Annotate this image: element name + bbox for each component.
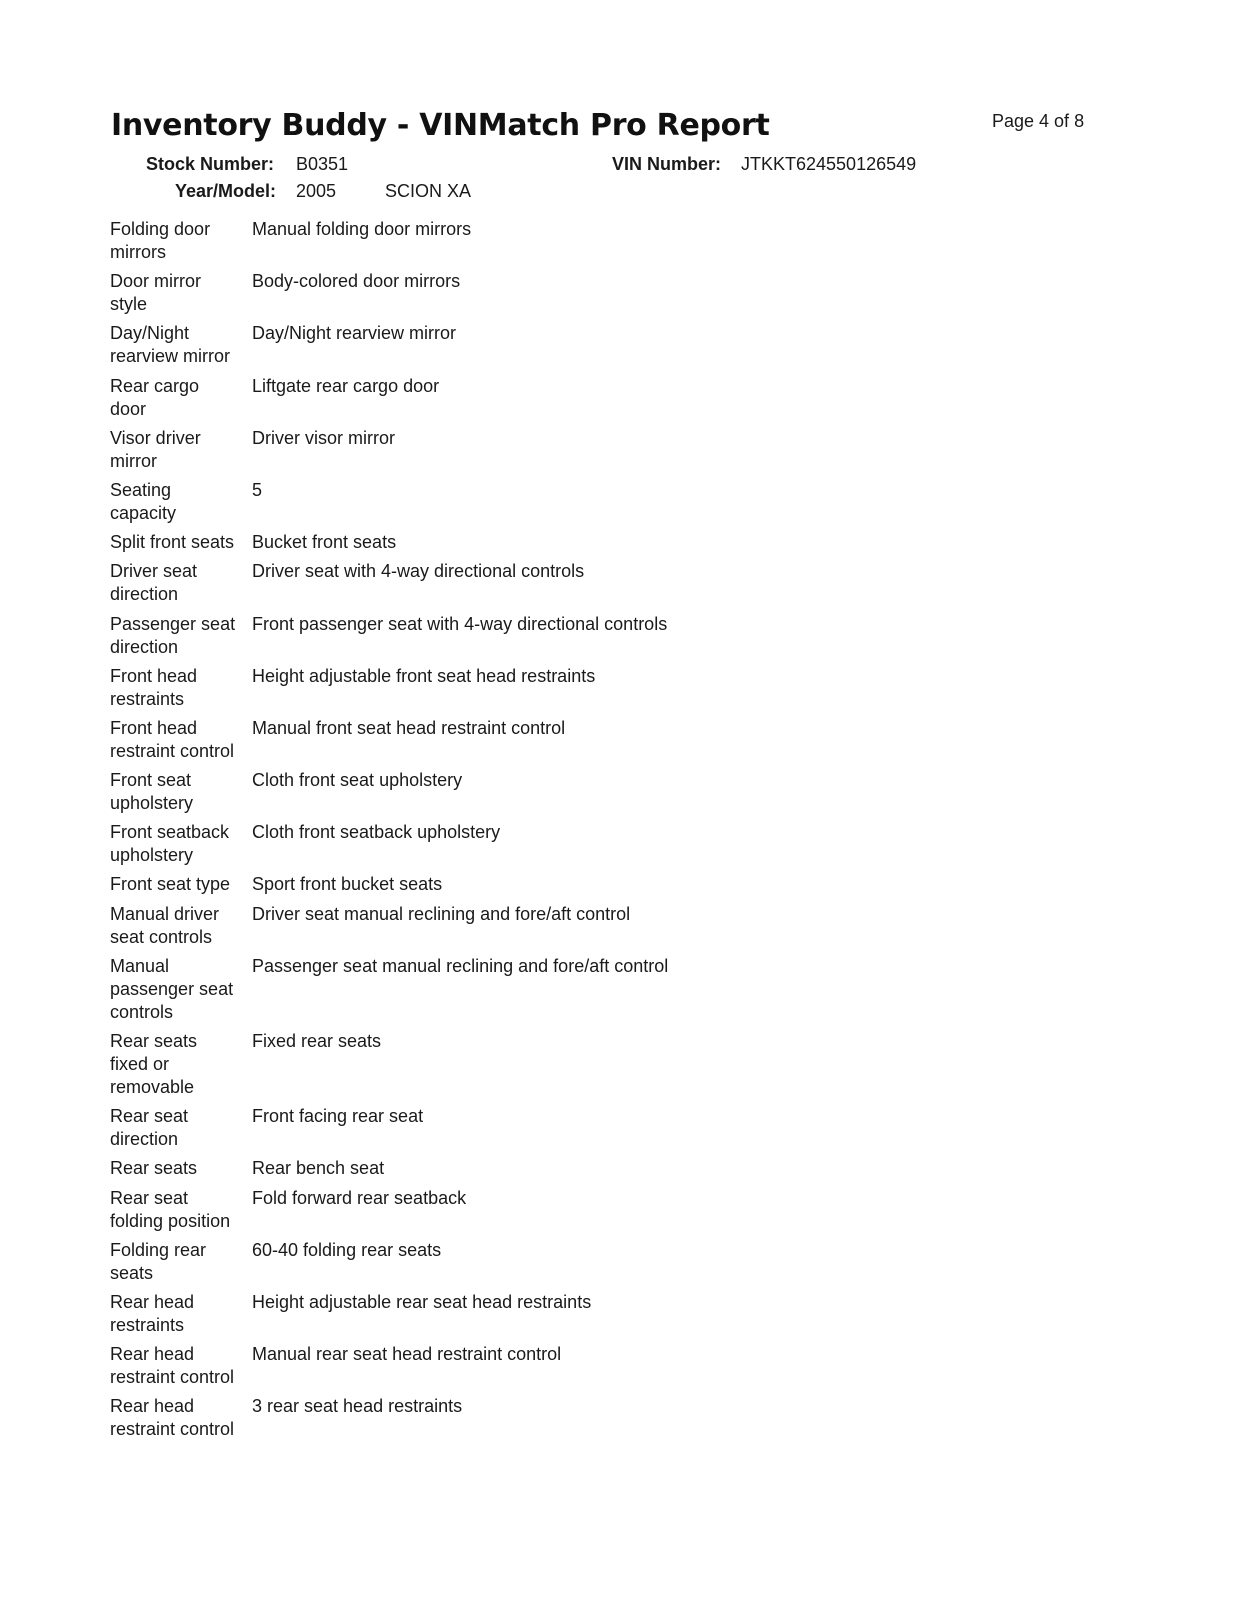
feature-value: Bucket front seats	[252, 532, 397, 553]
model-value: SCION XA	[385, 181, 472, 201]
stock-number-label: Stock Number:	[146, 154, 275, 174]
page-number: Page 4 of 8	[992, 111, 1085, 131]
feature-label: Door mirror style	[110, 271, 202, 315]
feature-label: Front seat type	[110, 874, 231, 895]
feature-value: Manual front seat head restraint control	[252, 717, 566, 738]
feature-label: Rear seat direction	[110, 1106, 189, 1150]
feature-row	[110, 717, 810, 763]
feature-row	[110, 1030, 810, 1099]
feature-value: 5	[252, 479, 263, 500]
feature-value: Manual rear seat head restraint control	[252, 1344, 562, 1365]
feature-label: Rear cargo door	[110, 375, 200, 419]
feature-value: Driver visor mirror	[252, 427, 395, 448]
feature-row	[110, 322, 810, 368]
feature-label: Rear head restraint control	[110, 1344, 235, 1388]
feature-label: Visor driver mirror	[110, 427, 201, 471]
feature-value: Fixed rear seats	[252, 1031, 382, 1051]
stock-number-value: B0351	[296, 154, 349, 174]
feature-value: Manual folding door mirrors	[252, 219, 472, 239]
feature-row	[110, 218, 810, 264]
vin-number-value: JTKKT624550126549	[741, 154, 917, 174]
feature-value: Driver seat with 4-way directional controls	[252, 561, 585, 582]
feature-value: Cloth front seatback upholstery	[252, 822, 501, 843]
feature-label: Rear seats	[110, 1158, 198, 1179]
feature-row	[110, 375, 810, 421]
feature-value: Liftgate rear cargo door	[252, 375, 440, 396]
feature-label: Manual driver seat controls	[110, 903, 220, 947]
feature-label: Split front seats	[110, 532, 235, 553]
feature-label: Rear seat folding position	[110, 1187, 231, 1231]
feature-row	[110, 560, 810, 606]
feature-row	[110, 769, 810, 815]
feature-value: 60-40 folding rear seats	[252, 1239, 442, 1260]
feature-value: Height adjustable front seat head restraints	[252, 665, 596, 686]
feature-label: Rear seats fixed or removable	[110, 1031, 198, 1097]
feature-row	[110, 665, 810, 711]
feature-label: Seating capacity	[110, 479, 177, 523]
feature-value: Passenger seat manual reclining and fore/aft control	[252, 955, 669, 976]
feature-row	[110, 903, 810, 949]
year-model-label: Year/Model:	[175, 181, 277, 201]
feature-value: Height adjustable rear seat head restraints	[252, 1291, 592, 1312]
feature-row	[110, 1291, 810, 1337]
feature-label: Front seat upholstery	[110, 770, 194, 814]
feature-label: Rear head restraints	[110, 1291, 195, 1335]
feature-value: Front passenger seat with 4-way directional controls	[252, 613, 668, 634]
feature-value: Sport front bucket seats	[252, 874, 443, 895]
feature-label: Front seatback upholstery	[110, 822, 230, 866]
feature-label: Driver seat direction	[110, 561, 198, 605]
feature-row	[110, 1239, 810, 1285]
feature-label: Folding rear seats	[110, 1239, 207, 1283]
report-title: Inventory Buddy - VINMatch Pro Report	[111, 108, 770, 143]
feature-label: Folding door mirrors	[110, 219, 211, 262]
feature-label: Rear head restraint control	[110, 1396, 235, 1440]
feature-value: Cloth front seat upholstery	[252, 770, 463, 791]
feature-value: Day/Night rearview mirror	[252, 323, 457, 344]
feature-label: Front head restraint control	[110, 717, 235, 761]
feature-row	[110, 427, 810, 473]
feature-value: Driver seat manual reclining and fore/aft control	[252, 903, 631, 924]
feature-row	[110, 1187, 810, 1233]
feature-row	[110, 821, 810, 867]
feature-row	[110, 955, 810, 1024]
feature-label: Day/Night rearview mirror	[110, 323, 231, 367]
feature-label: Front head restraints	[110, 665, 198, 709]
feature-label: Manual passenger seat controls	[110, 955, 234, 1022]
feature-row	[110, 1395, 810, 1441]
year-value: 2005	[296, 181, 337, 201]
feature-row	[110, 873, 810, 896]
feature-row	[110, 531, 810, 554]
feature-row	[110, 1105, 810, 1151]
feature-row	[110, 1157, 810, 1180]
vin-number-label: VIN Number:	[612, 154, 722, 174]
feature-value: Front facing rear seat	[252, 1106, 424, 1127]
feature-value: Body-colored door mirrors	[252, 271, 461, 292]
feature-value: 3 rear seat head restraints	[252, 1396, 463, 1417]
feature-row	[110, 613, 810, 659]
feature-label: Passenger seat direction	[110, 613, 236, 657]
feature-value: Rear bench seat	[252, 1158, 385, 1179]
feature-row	[110, 479, 810, 525]
feature-list	[110, 218, 810, 1448]
feature-value: Fold forward rear seatback	[252, 1187, 467, 1208]
feature-row	[110, 1343, 810, 1389]
feature-row	[110, 270, 810, 316]
